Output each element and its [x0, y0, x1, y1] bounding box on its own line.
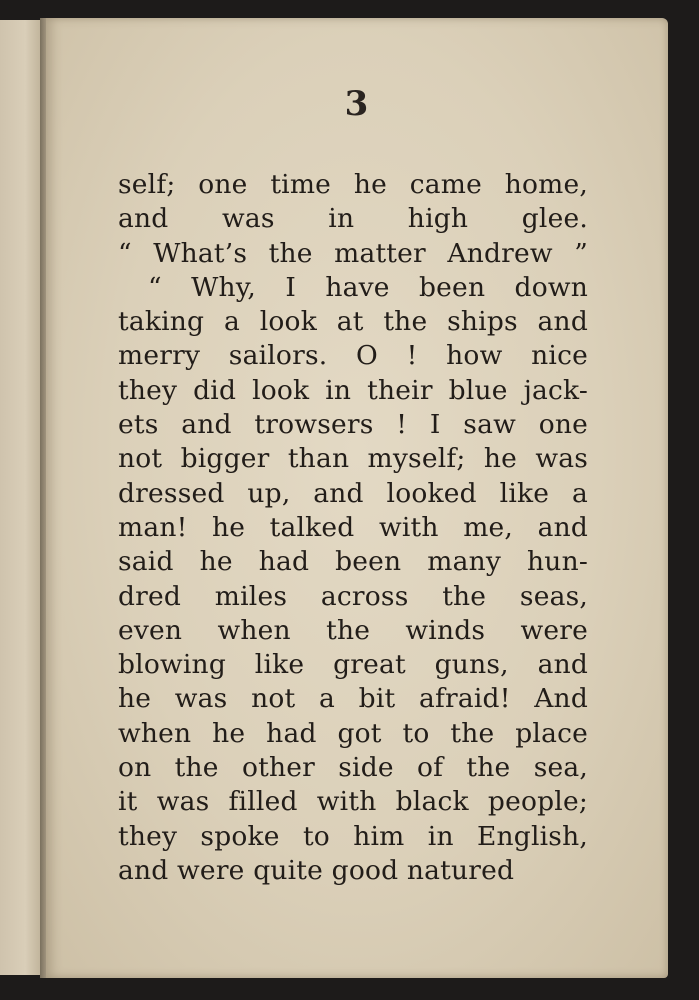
text-line: merry sailors. O ! how nice — [118, 340, 588, 372]
text-line: taking a look at the ships and — [118, 306, 588, 338]
text-line: man! he talked with me, and — [118, 511, 588, 543]
text-line: dred miles across the seas, — [118, 580, 588, 612]
text-line: he was not a bit afraid! And — [118, 683, 588, 715]
text-line: “ Why, I have been down — [148, 271, 588, 303]
book-page — [46, 18, 668, 978]
text-line: said he had been many hun- — [118, 546, 588, 578]
text-line: it was filled with black people; — [118, 786, 588, 818]
text-line: ets and trowsers ! I saw one — [118, 409, 588, 441]
text-line: blowing like great guns, and — [118, 649, 588, 681]
text-line: they spoke to him in English, — [118, 820, 588, 852]
text-line: dressed up, and looked like a — [118, 477, 588, 509]
left-page-edge — [0, 20, 43, 975]
text-line: self; one time he came home, — [118, 169, 588, 200]
text-line: when he had got to the place — [118, 717, 588, 749]
text-line: “ What’s the matter Andrew ” — [118, 237, 588, 269]
text-line: not bigger than myself; he was — [118, 443, 588, 475]
text-line: even when the winds were — [118, 614, 588, 646]
text-line: and was in high glee. — [118, 203, 588, 235]
page-text — [118, 168, 588, 888]
text-line: they did look in their blue jack- — [118, 374, 588, 406]
text-line: and were quite good natured — [118, 854, 515, 886]
page-number: 3 — [344, 84, 370, 124]
text-line: on the other side of the sea, — [118, 752, 588, 784]
